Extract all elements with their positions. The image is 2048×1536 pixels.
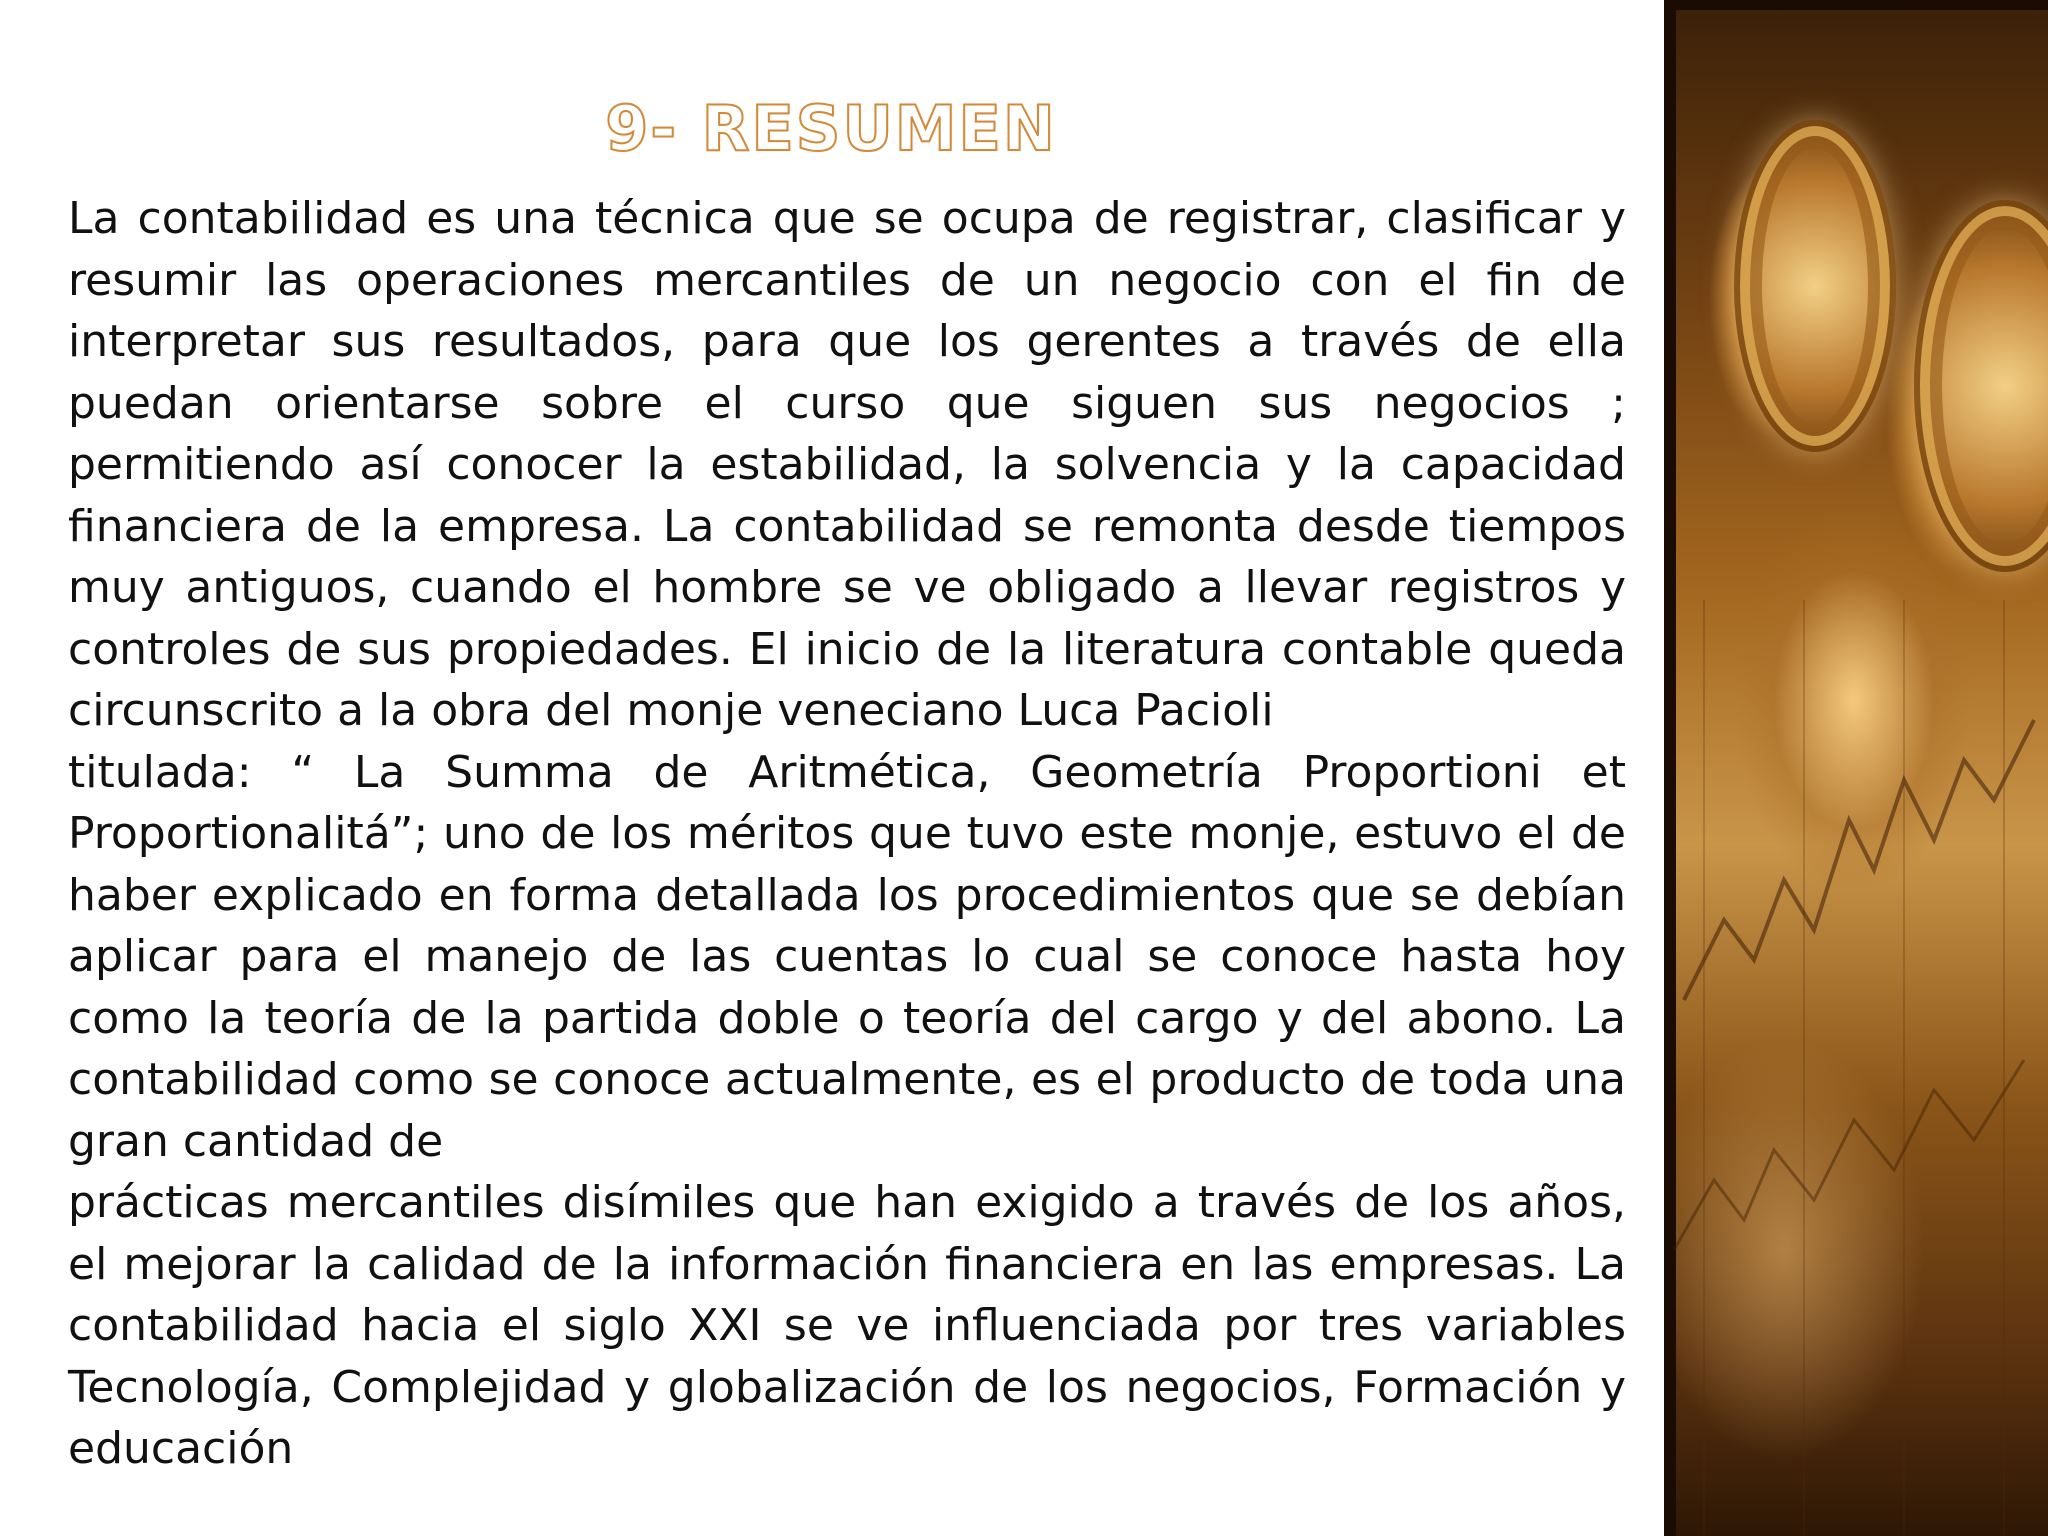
gold-coins-image [1664, 0, 2048, 1536]
slide-title: 9- RESUMEN [605, 92, 1057, 165]
body-paragraph-3: prácticas mercantiles disímiles que han exigido a través de los años, el mejorar la calidad de la información financiera en las empresas. La contabilidad hacia el siglo XXI se ve influenciada por tres variables Tecnología, Complejidad y globalización de los negocios, Formación y educación [68, 1177, 1626, 1474]
financial-chart-icon [1664, 0, 2048, 1536]
body-paragraph-2: titulada: “ La Summa de Aritmética, Geometría Proportioni et Proportionalitá”; uno de los méritos que tuvo este monje, estuvo el de haber explicado en forma detallada los procedimientos que se debían aplicar para el manejo de las cuentas lo cual se conoce hasta hoy como la teoría de la partida doble o teoría del cargo y del abono. La contabilidad como se conoce actualmente, es el producto de toda una gran cantidad de [68, 746, 1626, 1167]
slide-body [68, 188, 1626, 1480]
body-paragraph-1: La contabilidad es una técnica que se ocupa de registrar, clasificar y resumir las operaciones mercantiles de un negocio con el fin de interpretar sus resultados, para que los gerentes a través de ella puedan orientarse sobre el curso que siguen sus negocios ; permitiendo así conocer la estabilidad, la solvencia y la capacidad financiera de la empresa. La contabilidad se remonta desde tiempos muy antiguos, cuando el hombre se ve obligado a llevar registros y controles de sus propiedades. El inicio de la literatura contable queda circunscrito a la obra del monje veneciano Luca Pacioli [68, 193, 1626, 736]
